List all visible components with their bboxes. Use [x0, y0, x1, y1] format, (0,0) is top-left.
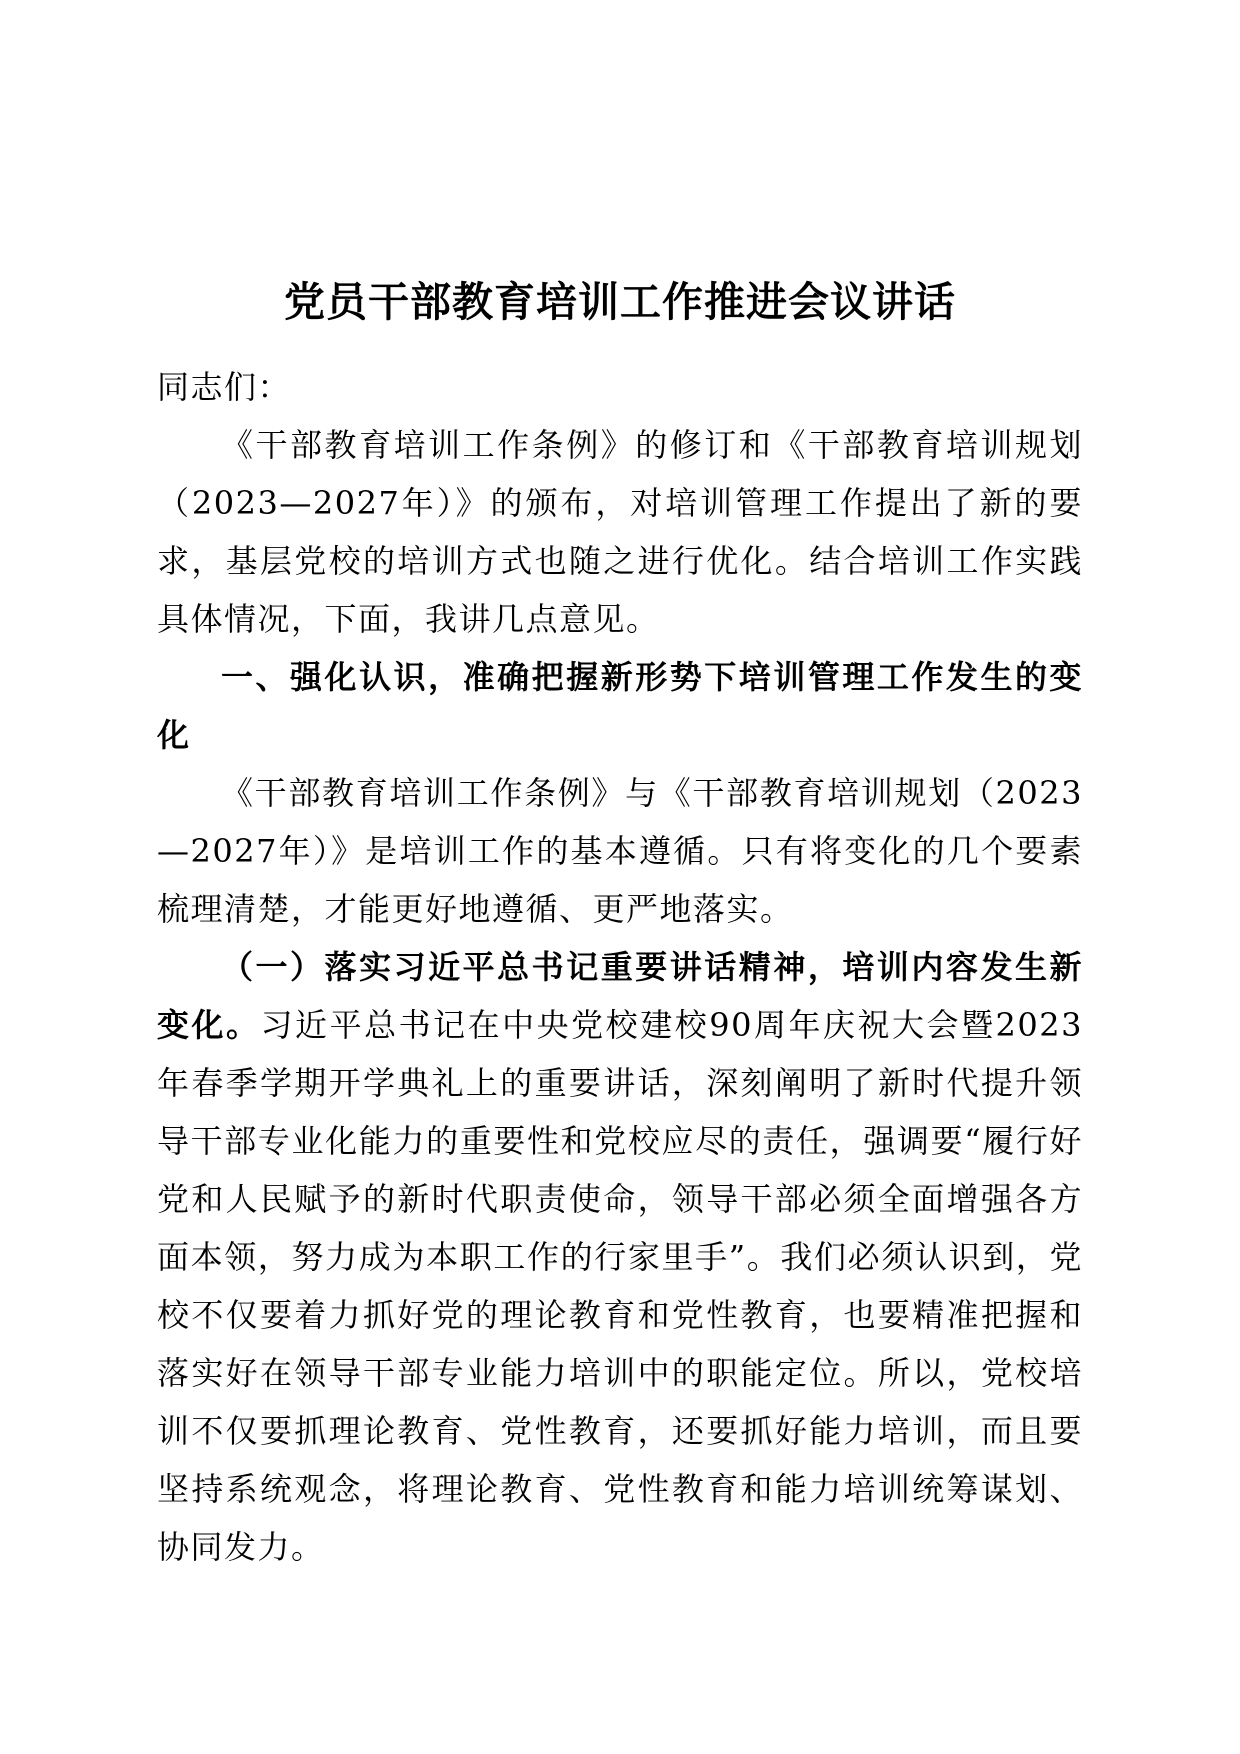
intro-paragraph: 《干部教育培训工作条例》的修订和《干部教育培训规划（2023—2027年）》的颁布，对培训管理工作提出了新的要求，基层党校的培训方式也随之进行优化。结合培训工作实践具体情况，下面，我讲几点意见。	[157, 426, 1083, 638]
document-title: 党员干部教育培训工作推进会议讲话	[284, 278, 956, 326]
subsection-1-paragraph	[157, 938, 1083, 1576]
salutation: 同志们：	[157, 368, 292, 406]
subsection-1-heading: （一）落实习近平总书记重要讲话精神，培训内容发生新变化。	[157, 948, 1083, 1044]
section-1-paragraph: 《干部教育培训工作条例》与《干部教育培训规划（2023—2027年）》是培训工作的基本遵循。只有将变化的几个要素梳理清楚，才能更好地遵循、更严地落实。	[157, 774, 1083, 928]
section-1-heading: 一、强化认识，准确把握新形势下培训管理工作发生的变化	[157, 658, 1083, 754]
document-body	[157, 358, 1083, 1576]
subsection-1-body: 习近平总书记在中央党校建校90周年庆祝大会暨2023年春季学期开学典礼上的重要讲话，深刻阐明了新时代提升领导干部专业化能力的重要性和党校应尽的责任，强调要“履行好党和人民赋予的新时代职责使命，领导干部必须全面增强各方面本领，努力成为本职工作的行家里手”。我们必须认识到，党校不仅要着力抓好党的理论教育和党性教育，也要精准把握和落实好在领导干部专业能力培训中的职能定位。所以，党校培训不仅要抓理论教育、党性教育，还要抓好能力培训，而且要坚持系统观念，将理论教育、党性教育和能力培训统筹谋划、协同发力。	[157, 1006, 1083, 1566]
